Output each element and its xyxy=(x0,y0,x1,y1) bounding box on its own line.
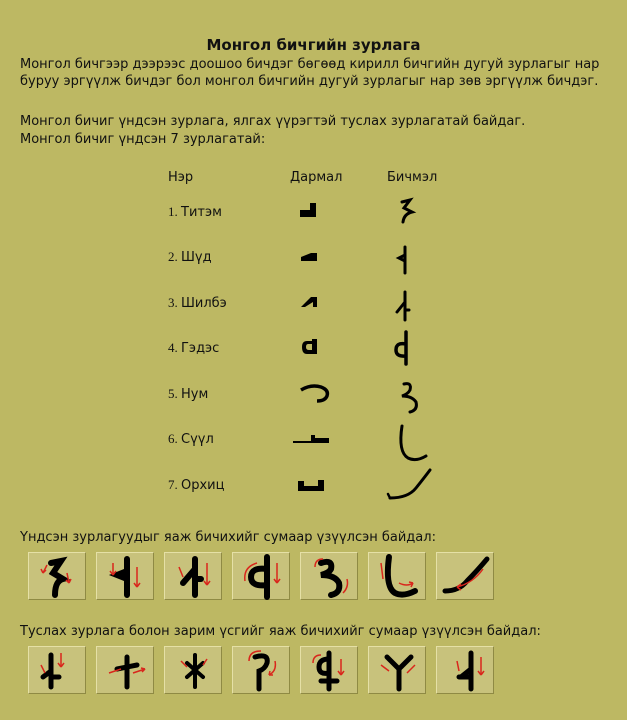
stroke-order-tile-3 xyxy=(164,552,222,600)
script-titem-glyph xyxy=(392,198,422,224)
printed-titem-glyph xyxy=(300,203,320,219)
stroke-order-tile-5 xyxy=(300,552,358,600)
row-number: 7. xyxy=(168,477,178,492)
printed-num-glyph xyxy=(299,384,335,404)
row-name: Нум xyxy=(181,387,209,402)
row-number: 5. xyxy=(168,386,178,401)
aux-stroke-tile-5 xyxy=(300,646,358,694)
printed-shilbe-glyph xyxy=(301,295,323,309)
printed-gedes-glyph xyxy=(301,338,323,356)
column-header-name: Нэр xyxy=(168,170,194,185)
stroke-order-tile-1 xyxy=(28,552,86,600)
aux-stroke-tile-3 xyxy=(164,646,222,694)
row-number: 4. xyxy=(168,340,178,355)
script-gedes-glyph xyxy=(392,330,416,366)
stroke-order-tile-7 xyxy=(436,552,494,600)
intro-paragraph-3: Монгол бичиг үндсэн 7 зурлагатай: xyxy=(20,132,266,147)
row-number: 1. xyxy=(168,204,178,219)
printed-shud-glyph xyxy=(301,251,321,265)
section-caption-auxiliary-strokes: Туслах зурлага болон зарим үсгийг яаж бичихийг сумаар үзүүлсэн байдал: xyxy=(20,624,541,639)
row-number: 3. xyxy=(168,295,178,310)
section-caption-basic-strokes: Үндсэн зурлагуудыг яаж бичихийг сумаар үзүүлсэн байдал: xyxy=(20,530,436,545)
row-name: Орхиц xyxy=(181,478,225,493)
row-name: Сүүл xyxy=(181,432,214,447)
stroke-order-tile-2 xyxy=(96,552,154,600)
row-name: Гэдэс xyxy=(181,341,220,356)
stroke-row-shud xyxy=(168,249,212,265)
column-header-printed: Дармал xyxy=(290,170,343,185)
column-header-script: Бичмэл xyxy=(387,170,438,185)
script-suul-glyph xyxy=(394,424,430,464)
row-name: Титэм xyxy=(181,205,222,220)
stroke-row-orkhits xyxy=(168,477,224,493)
script-shilbe-glyph xyxy=(393,290,415,322)
aux-stroke-tile-4 xyxy=(232,646,290,694)
aux-stroke-tile-1 xyxy=(28,646,86,694)
aux-stroke-tile-6 xyxy=(368,646,426,694)
printed-suul-glyph xyxy=(293,432,335,446)
stroke-row-num xyxy=(168,386,208,402)
printed-orkhits-glyph xyxy=(298,477,334,495)
script-num-glyph xyxy=(398,380,426,414)
script-shud-glyph xyxy=(395,245,415,275)
aux-stroke-tile-7 xyxy=(436,646,494,694)
stroke-row-suul xyxy=(168,431,214,447)
script-orkhits-glyph xyxy=(386,468,434,502)
aux-stroke-tile-2 xyxy=(96,646,154,694)
row-number: 6. xyxy=(168,431,178,446)
page-title: Монгол бичгийн зурлага xyxy=(206,36,421,54)
stroke-row-shilbe xyxy=(168,295,227,311)
row-name: Шилбэ xyxy=(181,296,227,311)
stroke-row-gedes xyxy=(168,340,219,356)
intro-paragraph-2: Монгол бичиг үндсэн зурлага, ялгах үүрэгтэй туслах зурлагатай байдаг. xyxy=(20,114,526,129)
row-name: Шүд xyxy=(181,250,212,265)
intro-paragraph-1: Монгол бичгээр дээрээс доошоо бичдэг бөгөөд кирилл бичгийн дугуй зурлагыг нар буруу эргүүлж бичдэг бол монгол бичгийн дугуй зурлагыг нар зөв эргүүлж бичдэг. xyxy=(20,57,600,89)
stroke-order-tile-4 xyxy=(232,552,290,600)
row-number: 2. xyxy=(168,249,178,264)
stroke-row-titem xyxy=(168,204,222,220)
stroke-order-tile-6 xyxy=(368,552,426,600)
